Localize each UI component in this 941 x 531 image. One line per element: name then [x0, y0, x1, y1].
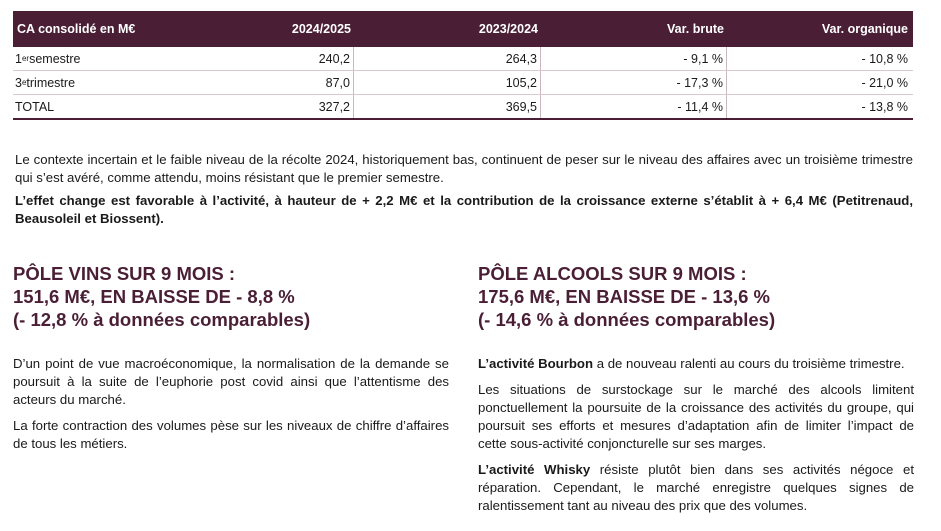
row-value: - 11,4 %	[541, 95, 727, 118]
header-label: CA consolidé en M€	[17, 22, 136, 36]
row-label: 3 e trimestre	[15, 75, 76, 90]
intro-paragraph-bold: L’effet change est favorable à l’activité, à hauteur de + 2,2 M€ et la contribution de la croissance externe s’établit à + 6,4 M€ (Petitrenaud, Beausoleil et Biossent).	[15, 193, 913, 226]
intro-paragraph: Le contexte incertain et le faible niveau de la récolte 2024, historiquement bas, continuent de peser sur le niveau des affaires avec un troisième trimestre qui s’est avéré, comme attendu, moins résistant que le premier semestre.	[15, 152, 913, 185]
row-value: 369,5	[354, 95, 541, 118]
section-alcools	[478, 262, 914, 523]
row-value: - 13,8 %	[861, 99, 908, 114]
table-row	[13, 71, 913, 95]
table-header	[13, 11, 913, 47]
row-value: 105,2	[354, 71, 541, 94]
table-row-total	[13, 95, 913, 120]
section-title: PÔLE VINS SUR 9 MOIS : 151,6 M€, EN BAISSE DE - 8,8 % (- 12,8 % à données comparables)	[13, 263, 311, 330]
row-value: 327,2	[243, 95, 354, 118]
row-value: 240,2	[243, 47, 354, 70]
section-body	[13, 355, 449, 453]
row-value: 264,3	[354, 47, 541, 70]
section-body	[478, 355, 914, 515]
row-value: - 17,3 %	[541, 71, 727, 94]
header-2024-2025: 2024/2025	[291, 22, 351, 36]
paragraph: D’un point de vue macroéconomique, la normalisation de la demande se poursuit à la suite de l’euphorie post covid ainsi que l’attentisme des acteurs du marché.	[13, 356, 449, 407]
row-value: - 9,1 %	[541, 47, 727, 70]
paragraph: Les situations de surstockage sur le marché des alcools limitent ponctuellement la poursuite de la croissance des activités du groupe, qui poursuit ses efforts et mesures d’adaptation afin de limiter l’impact de cette sous-activité conjoncturelle sur ses marges.	[478, 382, 914, 451]
section-title: PÔLE ALCOOLS SUR 9 MOIS : 175,6 M€, EN BAISSE DE - 13,6 % (- 14,6 % à données comparables)	[478, 263, 776, 330]
header-var-organique: Var. organique	[821, 22, 908, 36]
paragraph: L’activité Whisky résiste plutôt bien dans ses activités négoce et réparation. Cependant, le marché enregistre quelques signes de ralentissement tant au niveau des prix que des volumes.	[478, 462, 914, 513]
section-vins	[13, 262, 449, 461]
header-2023-2024: 2023/2024	[478, 22, 538, 36]
paragraph: La forte contraction des volumes pèse sur les niveaux de chiffre d’affaires de tous les métiers.	[13, 418, 449, 451]
row-value: - 21,0 %	[861, 75, 908, 90]
intro-text	[15, 151, 913, 233]
table-row	[13, 47, 913, 71]
header-var-brute: Var. brute	[667, 22, 724, 36]
row-value: 87,0	[243, 71, 354, 94]
paragraph: L’activité Bourbon a de nouveau ralenti au cours du troisième trimestre.	[478, 356, 905, 371]
row-label: TOTAL	[15, 99, 55, 114]
row-value: - 10,8 %	[861, 51, 908, 66]
row-label: 1 er semestre	[15, 51, 81, 66]
revenue-table	[13, 11, 913, 120]
